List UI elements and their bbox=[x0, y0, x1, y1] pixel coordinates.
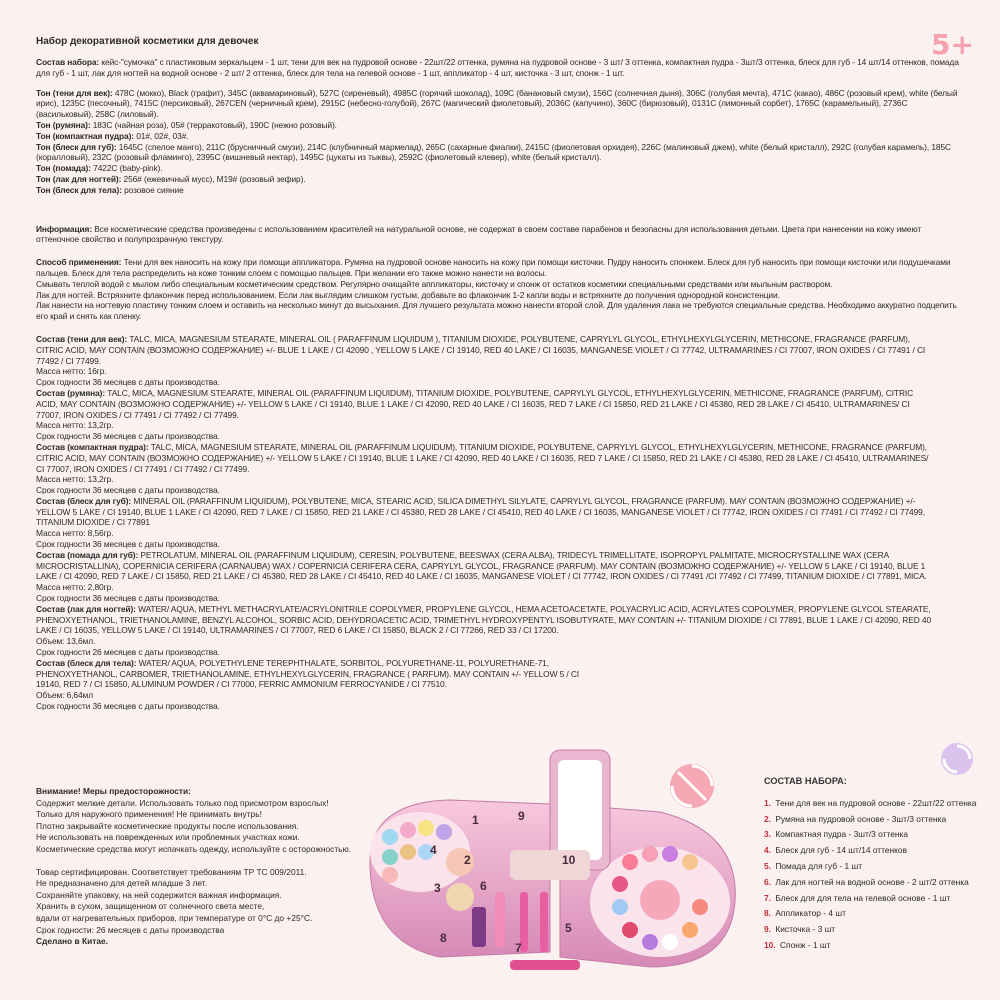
net-mass: Объем: 13,6мл. bbox=[36, 636, 96, 647]
info-label: Информация: bbox=[36, 223, 93, 234]
legend-text: Лак для ногтей на водной основе - 2 шт/2 оттенка bbox=[775, 876, 969, 887]
ingredient-text: WATER/ AQUA, POLYETHYLENE TEREPHTHALATE, SORBITOL, POLYURETHANE-11, POLYURETHANE-71, PHENOXYETHANOL, CARBOMER, TRIETHANOLAMINE, ETHYLHEXYLGLYCERIN, FRAGRANCE ( PARFUM). MAY CONTAIN +/- YELLOW 5 / CI 19140, RED 7 / CI 15850, ALUMINUM POWDER / CI 77000, FERRIC AMMONIUM FERROCYANIDE / CI 77510. bbox=[36, 657, 580, 690]
legend-number: 5. bbox=[764, 860, 771, 871]
shelf-life: Срок годности 36 месяцев с даты производства. bbox=[36, 701, 220, 712]
legend-number: 10. bbox=[764, 939, 776, 950]
legend-text: Аппликатор - 4 шт bbox=[775, 908, 846, 919]
shelf-life: Срок годности 26 месяцев с даты производства. bbox=[36, 647, 220, 658]
ingredient-text: PETROLATUM, MINERAL OIL (PARAFFINUM LIQUIDUM), CERESIN, POLYBUTENE, BEESWAX (CERA ALBA), TRIDECYL TRIMELLITATE, ISOPROPYL PALMITATE, MICROCRYSTALLINE WAX (CERA MICROCRISTALLINA), COPERNICIA CERIFERA (CARNAUBA) WAX / COPERNICIA CERIFERA CERA, CAPRYLYL GLYCOL, FRAGRANCE (PARFUM). MAY CONTAIN (ВОЗМОЖНО СОДЕРЖАНИЕ) +/- YELLOW 5 LAKE / CI 19140, BLUE 1 LAKE / CI 42090, RED 7 LAKE / CI 15850, RED 21 LAKE / CI 45380, RED 28 LAKE / CI 45410, RED 40 LAKE / CI 16035, MANGANESE VIOLET / CI 77742, IRON OXIDES / CI 77491 /CI 77492 / CI 77499, TITANIUM DIOXIDE / CI 77891, MICA. bbox=[36, 549, 927, 582]
shelf-life: Срок годности 36 месяцев с даты производства. bbox=[36, 431, 220, 442]
warning-line: Содержит мелкие детали. Использовать только под присмотром взрослых! bbox=[36, 797, 329, 808]
legend-number: 4. bbox=[764, 845, 771, 856]
tone-text: 1645С (спелое манго), 211С (брусничный смузи), 214С (клубничный мармелад), 265С (сахарные фиалки), 2415С (фиолетовая орхидея), 226С (малиновый джем), white (белый кристалл), 292С (голубая карамель), 185С (коралловый), 232С (розовый фламинго), 2395С (вишневый нектар), 1495С (цукаты из тыквы), 2592С (фиолетовый клевер), white (белый кристалл). bbox=[36, 141, 951, 163]
legend-number: 8. bbox=[764, 908, 771, 919]
tone-text: розовое сияние bbox=[121, 184, 184, 195]
legend-item bbox=[764, 938, 989, 954]
legend-item bbox=[764, 796, 989, 812]
legend-item bbox=[764, 812, 989, 828]
callout-1: 1 bbox=[472, 813, 479, 827]
info-block bbox=[36, 224, 966, 246]
shelf-life: Срок годности 36 месяцев с даты производства. bbox=[36, 593, 220, 604]
warning-line: Не использовать на поврежденных или проблемных участках кожи. bbox=[36, 832, 300, 843]
legend-text: Блеск для губ - 14 шт/14 оттенков bbox=[775, 845, 908, 856]
legend-number: 3. bbox=[764, 829, 771, 840]
ingredient-text: TALC, MICA, MAGNESIUM STEARATE, MINERAL OIL (PARAFFINUM LIQUIDUM), TITANIUM DIOXIDE, POLYBUTENE, CAPRYLYL GLYCOL, ETHYLHEXYLGLYCERIN, METHICONE, FRAGRANCE (PARFUM), CITRIC ACID, MAY CONTAIN (ВОЗМОЖНО СОДЕРЖАНИЕ) +/- YELLOW 5 LAKE / CI 19140, BLUE 1 LAKE / CI 42090, RED 40 LAKE / CI 16035, RED 7 LAKE / CI 15850, RED 21 LAKE / CI 45380, RED 28 LAKE / CI 45410, ULTRAMARINES/ CI 77007, IRON OXIDES / CI 77491 / CI 77492 / CI 77499. bbox=[36, 441, 929, 474]
legend-text: Спонж - 1 шт bbox=[779, 939, 831, 950]
shelf-life: Срок годности 36 месяцев с даты производства. bbox=[36, 377, 220, 388]
ingredient-label: Состав (блеск для губ): bbox=[36, 495, 132, 506]
tone-label: Тон (блеск для губ): bbox=[36, 141, 117, 152]
legend-text: Тени для век на пудровой основе - 22шт/22 оттенка bbox=[775, 797, 977, 808]
ingredient-label: Состав (лак для ногтей): bbox=[36, 603, 136, 614]
callout-4: 4 bbox=[430, 843, 437, 857]
tone-label: Тон (румяна): bbox=[36, 119, 91, 130]
legend-text: Компактная пудра - 3шт/3 оттенка bbox=[775, 829, 909, 840]
composition-block bbox=[36, 57, 966, 79]
tone-text: 256# (ежевичный мусс), M19# (розовый зефир). bbox=[121, 173, 306, 184]
cert-line: Товар сертифицирован. Соответствует требованиям ТР ТС 009/2011. bbox=[36, 866, 307, 877]
swirl-candy-icon bbox=[668, 762, 716, 810]
legend-item bbox=[764, 891, 989, 907]
cert-line: Срок годности: 26 месяцев с даты производства bbox=[36, 924, 225, 935]
usage-line: Лак для ногтей. Встряхните флакончик перед использованием. Если лак выглядим слишком густым, добавьте во флакончик 1-2 капли воды и встряхните до получения однородной консистенции. bbox=[36, 289, 780, 300]
net-mass: Масса нетто: 8,56гр. bbox=[36, 528, 114, 539]
ingredient-label: Состав (компактная пудра): bbox=[36, 441, 149, 452]
ingredient-text: TALC, MICA, MAGNESIUM STEARATE, MINERAL OIL ( PARAFFINUM LIQUIDUM ), TITANIUM DIOXIDE, POLYBUTENE, CAPRYLYL GLYCOL, ETHYLHEXYLGLYCERIN, METHICONE, FRAGRANCE (PARFUM), CITRIC ACID, MAY CONTAIN (ВОЗМОЖНО СОДЕРЖАНИЕ) +/- BLUE 1 LAKE / CI 42090 , YELLOW 5 LAKE / CI 19140, RED 40 LAKE / CI 16035, MANGANESE VIOLET / CI 77742, ULTRAMARINES / CI 77007, IRON OXIDES / CI 77491 / CI 77492 / CI 77499. bbox=[36, 333, 926, 366]
net-mass: Объем: 6,64мл bbox=[36, 690, 93, 701]
warning-title: Внимание! Меры предосторожности: bbox=[36, 786, 191, 796]
tone-label: Тон (тени для век): bbox=[36, 87, 113, 98]
warning-line: Только для наружного применения! Не принимать внутрь! bbox=[36, 809, 262, 820]
legend-number: 2. bbox=[764, 813, 771, 824]
callout-2: 2 bbox=[464, 853, 471, 867]
ingredient-label: Состав (блеск для тела): bbox=[36, 657, 137, 668]
legend-number: 9. bbox=[764, 924, 771, 935]
usage-block bbox=[36, 257, 966, 322]
info-text: Все косметические средства произведены с использованием красителей на натуральной основе, не содержат в своем составе парабенов и безопасны для использования детьми. Цвета при нанесении на кожу имеют оттеночное свойство и полупрозрачную текстуру. bbox=[36, 223, 922, 245]
composition-label: Состав набора: bbox=[36, 57, 100, 67]
cert-line: Не предназначено для детей младше 3 лет. bbox=[36, 878, 208, 889]
legend-text: Блеск для для тела на гелевой основе - 1 шт bbox=[775, 892, 951, 903]
callout-7: 7 bbox=[515, 941, 522, 955]
kit-contents-legend bbox=[764, 774, 989, 954]
legend-number: 1. bbox=[764, 797, 771, 808]
document-body bbox=[36, 36, 966, 721]
legend-text: Помада для губ - 1 шт bbox=[775, 860, 863, 871]
cert-line: вдали от нагревательных приборов, при температуре от 0°С до +25°С. bbox=[36, 912, 313, 923]
tone-text: 478С (мокко), Black (графит), 345С (аквамариновый), 527С (сиреневый), 4985С (горячий шоколад), 109С (банановый смузи), 156С (солнечная дыня), 306С (голубая мечта), 471С (какао), 486С (розовый крем), white (белый ирис), 1235С (песочный), 7415С (персиковый), 267CEN (черничный крем), 2915С (небесно-голубой), 267С (магический фиолетовый), 2036С (капучино), 360С (бирюзовый), 0131С (лимонный сорбет), 1765С (карамельный), 2736С (васильковый), 258С (лиловый). bbox=[36, 87, 958, 120]
tone-text: 01#, 02#, 03#. bbox=[133, 130, 189, 141]
net-mass: Масса нетто: 16гр. bbox=[36, 366, 107, 377]
callout-8: 8 bbox=[440, 931, 447, 945]
shelf-life: Срок годности 36 месяцев с даты производства. bbox=[36, 539, 220, 550]
legend-item bbox=[764, 875, 989, 891]
ingredients-block bbox=[36, 334, 936, 712]
usage-label: Способ применения: bbox=[36, 257, 122, 268]
legend-item bbox=[764, 843, 989, 859]
ingredient-label: Состав (тени для век): bbox=[36, 333, 128, 344]
net-mass: Масса нетто: 2,80гр. bbox=[36, 582, 114, 593]
ingredient-text: WATER/ AQUA, METHYL METHACRYLATE/ACRYLONITRILE COPOLYMER, PROPYLENE GLYCOL, HEMA ACETOACETATE, POLYACRYLIC ACID, ACRYLATES COPOLYMER, PROPYLENE GLYCOL STEARATE, PHENOXYETHANOL, TRIETHANOLAMINE, BENZYL ALCOHOL, SORBIC ACID, DEHYDROACETIC ACID, TRIMETHYL HYDROXYPENTYL ISOBUTYRATE, MAY CONTAIN +/- TITANIUM DIOXIDE / CI 77891, BLUE 1 LAKE / CI 42090, RED 40 LAKE / CI 16035, YELLOW 5 LAKE / CI 19140, ULTRAMARINES / CI 77007, RED 6 LAKE / CI 15850, BLACK 2 / CI 77266, RED 33 / CI 17200. bbox=[36, 603, 932, 636]
composition-text: кейс-"сумочка" с пластиковым зеркальцем - 1 шт, тени для век на пудровой основе - 22шт/22 оттенка, румяна на пудровой основе - 3 шт/ 3 оттенка, компактная пудра - 3шт/3 оттенка, блеск для губ - 14 шт/14 оттенков, помада для губ - 1 шт, лак для ногтей на водной основе - 2 шт/ 2 оттенка, блеск для тела на гелевой основе - 1 шт, аппликатор - 4 шт, кисточка - 3 шт, спонж - 1 шт. bbox=[36, 57, 959, 78]
legend-title: СОСТАВ НАБОРА: bbox=[764, 776, 847, 786]
ingredient-text: MINERAL OIL (PARAFFINUM LIQUIDUM), POLYBUTENE, MICA, STEARIC ACID, SILICA DIMETHYL SILYLATE, CAPRYLYL GLYCOL, FRAGRANCE (PARFUM). MAY CONTAIN (ВОЗМОЖНО СОДЕРЖАНИЕ) +/- YELLOW 5 LAKE / CI 19140, BLUE 1 LAKE / CI 42090, RED 7 LAKE / CI 15850, RED 21 LAKE / CI 45380, RED 28 LAKE / CI 45410, RED 40 LAKE / CI 16035, MANGANESE VIOLET / CI 77742, IRON OXIDES / CI 77491 / CI 77492 / CI 77499, TITANIUM DIOXIDE / CI 77891 bbox=[36, 495, 925, 528]
legend-item bbox=[764, 859, 989, 875]
swirl-candy-icon bbox=[940, 742, 974, 776]
ingredient-text: TALC, MICA, MAGNESIUM STEARATE, MINERAL OIL (PARAFFINUM LIQUIDUM), TITANIUM DIOXIDE, POLYBUTENE, CAPRYLYL GLYCOL, ETHYLHEXYLGLYCERIN, METHICONE, FRAGRANCE (PARFUM), CITRIC ACID, MAY CONTAIN (ВОЗМОЖНО СОДЕРЖАНИЕ) +/- YELLOW 5 LAKE / CI 19140, BLUE 1 LAKE / CI 42090, RED 40 LAKE / CI 16035, RED 7 LAKE / CI 15850, RED 21 LAKE / CI 45380, RED 28 LAKE / CI 45410, ULTRAMARINES/ CI 77007, IRON OXIDES / CI 77491 / CI 77492 / CI 77499. bbox=[36, 387, 914, 420]
ingredient-label: Состав (помада для губ): bbox=[36, 549, 139, 560]
net-mass: Масса нетто: 13,2гр. bbox=[36, 474, 114, 485]
page-title: Набор декоративной косметики для девочек bbox=[36, 36, 259, 47]
tone-text: 183С (чайная роза), 05# (терракотовый), 190С (нежно розовый). bbox=[90, 119, 337, 130]
cert-line: Хранить в сухом, защищенном от солнечного света месте, bbox=[36, 901, 265, 912]
tone-label: Тон (помада): bbox=[36, 163, 91, 174]
usage-line: Смывать теплой водой с мылом либо специальным косметическим средством. Регулярно очищайте аппликаторы, кисточку и спонж от остатков косметики специальными средствами или мыльным раствором. bbox=[36, 278, 833, 289]
legend-item bbox=[764, 922, 989, 938]
legend-item bbox=[764, 906, 989, 922]
callout-3: 3 bbox=[434, 881, 441, 895]
tone-label: Тон (компактная пудра): bbox=[36, 130, 134, 141]
warning-line: Плотно закрывайте косметические продукты после использования. bbox=[36, 820, 299, 831]
legend-item bbox=[764, 827, 989, 843]
made-in: Сделано в Китае. bbox=[36, 936, 108, 947]
cert-line: Сохраняйте упаковку, на ней содержится важная информация. bbox=[36, 889, 282, 900]
warning-block bbox=[36, 786, 366, 948]
tones-block bbox=[36, 88, 966, 196]
tone-label: Тон (блеск для тела): bbox=[36, 184, 122, 195]
tone-text: 7422С (baby-pink). bbox=[90, 163, 163, 174]
usage-line: Тени для век наносить на кожу при помощи аппликатора. Румяна на пудровой основе наносить на кожу при помощи кисточки. Пудру наносить спонжем. Блеск для губ наносить при помощи кисточки или подушечками пальцев. Блеск для тела распределить на коже тонким слоем с помощью пальцев. При желании его также можно нанести на волосы. bbox=[36, 257, 951, 278]
ingredient-label: Состав (румяна): bbox=[36, 387, 106, 398]
usage-line: Лак нанести на ногтевую пластину тонким слоем и оставить на несколько минут до высыхания. Для лучшего результата можно нанести второй слой. Для удаления лака не требуются специальные средства. Необходимо аккуратно подцепить его край и снять как пленку. bbox=[36, 300, 957, 322]
legend-text: Румяна на пудровой основе - 3шт/3 оттенка bbox=[775, 813, 947, 824]
callout-5: 5 bbox=[565, 921, 572, 935]
net-mass: Масса нетто: 13,2гр. bbox=[36, 420, 114, 431]
warning-line: Косметические средства могут испачкать одежду, используйте с осторожностью. bbox=[36, 843, 352, 854]
shelf-life: Срок годности 36 месяцев с даты производства. bbox=[36, 485, 220, 496]
legend-text: Кисточка - 3 шт bbox=[775, 924, 836, 935]
callout-9: 9 bbox=[518, 809, 525, 823]
legend-number: 6. bbox=[764, 876, 771, 887]
legend-number: 7. bbox=[764, 892, 771, 903]
tone-label: Тон (лак для ногтей): bbox=[36, 173, 122, 184]
callout-6: 6 bbox=[480, 879, 487, 893]
age-badge: 5+ bbox=[931, 28, 974, 61]
callout-10: 10 bbox=[562, 853, 576, 867]
